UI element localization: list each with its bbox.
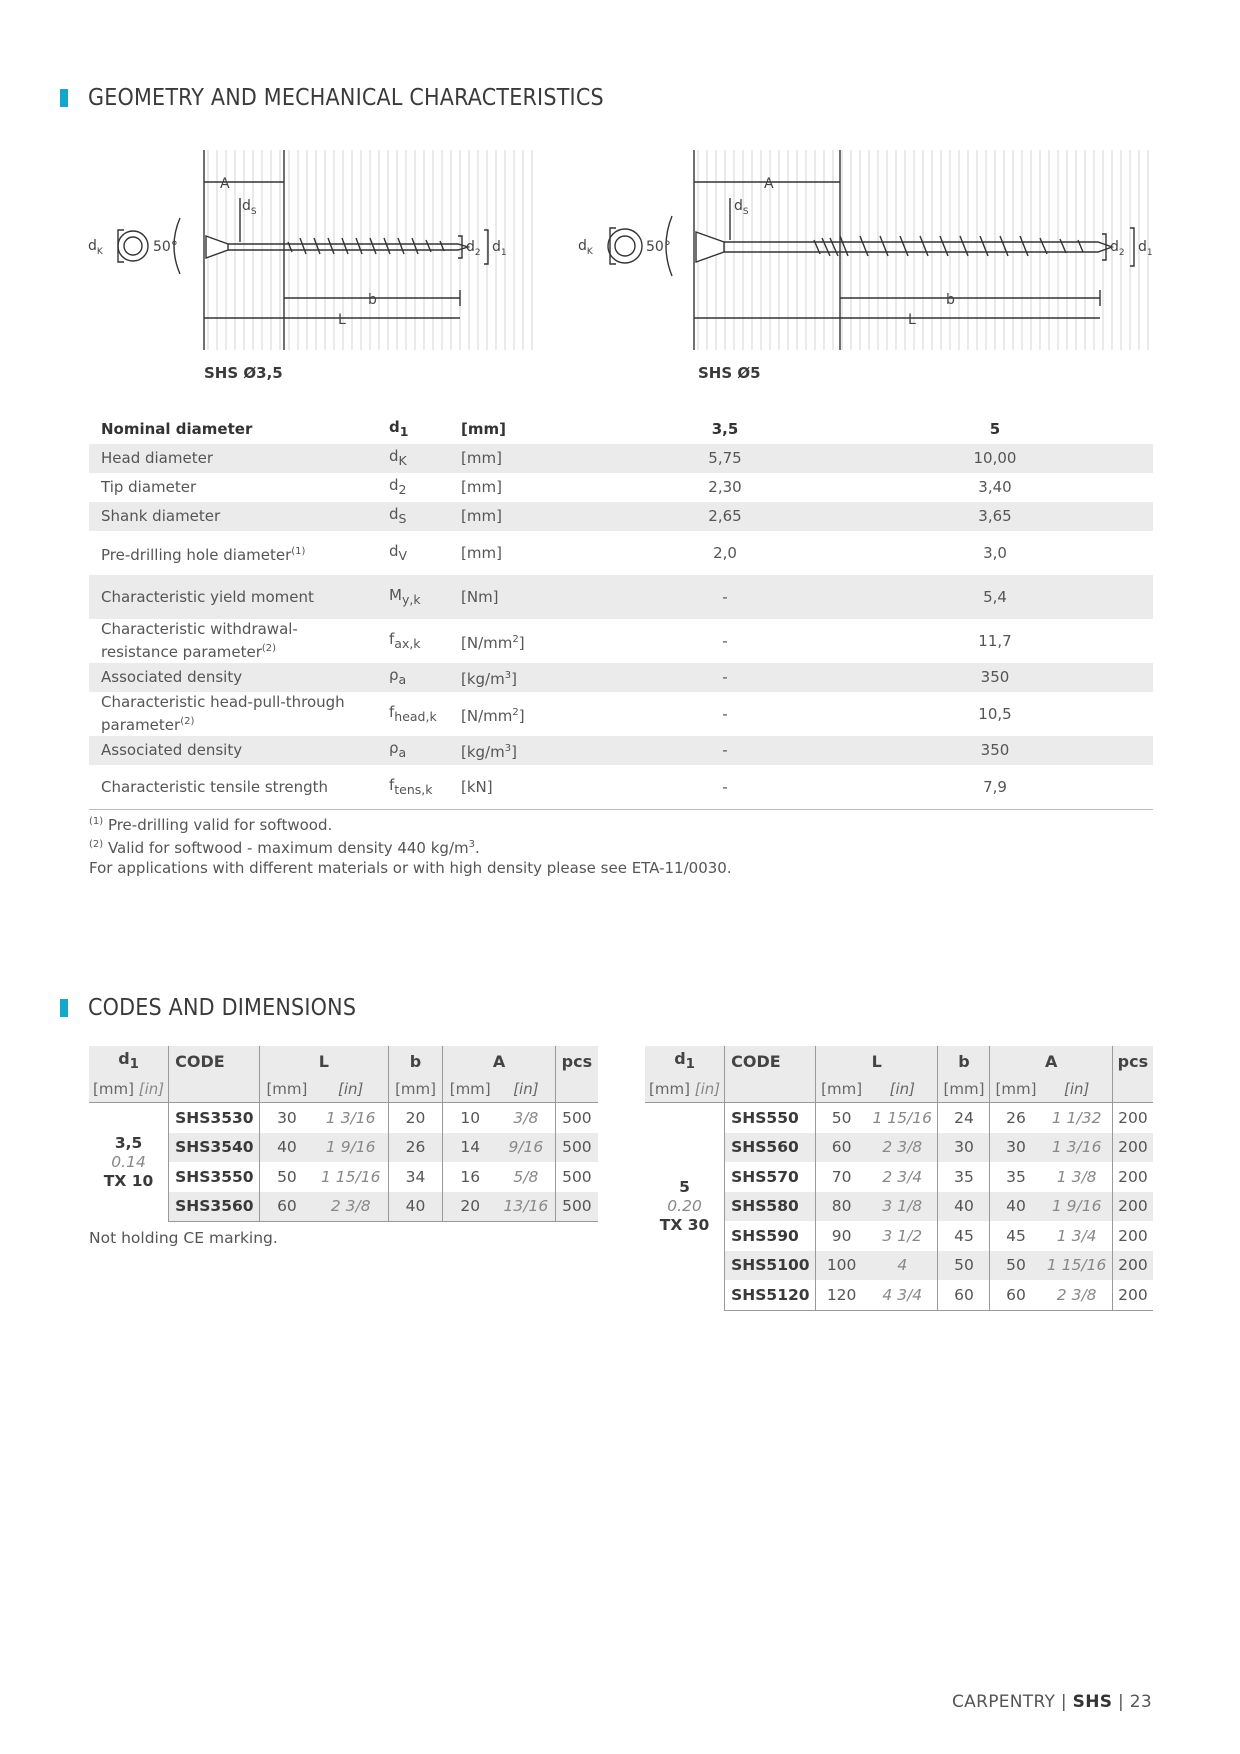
fastening-thickness-in: 3/8 xyxy=(497,1103,555,1133)
diameter-mm: 5 xyxy=(679,1178,690,1196)
thread-length-mm: 26 xyxy=(388,1133,443,1163)
col-A: A xyxy=(990,1046,1112,1076)
product-code: SHS580 xyxy=(725,1192,816,1222)
product-code: SHS560 xyxy=(725,1133,816,1163)
screw-drawing-svg xyxy=(578,150,1158,360)
row-value-5: 3,40 xyxy=(978,478,1012,496)
row-unit: [mm] xyxy=(461,478,502,496)
table-row xyxy=(645,1103,1153,1133)
col-L: L xyxy=(816,1046,938,1076)
unit-A-in: [in] xyxy=(497,1076,555,1103)
row-name: Associated density xyxy=(89,663,377,692)
col-pcs: pcs xyxy=(555,1046,598,1076)
row-symbol: $\rho_a$ xyxy=(377,663,449,692)
section-marker xyxy=(60,999,68,1017)
unit-pcs xyxy=(1112,1076,1153,1103)
unit-b-mm: [mm] xyxy=(938,1076,990,1103)
length-in: 4 xyxy=(867,1251,938,1281)
pieces: 200 xyxy=(1112,1280,1153,1310)
row-symbol: $d_2$ xyxy=(389,476,407,497)
fastening-thickness-in: 1 3/16 xyxy=(1042,1133,1113,1163)
pieces: 200 xyxy=(1112,1133,1153,1163)
row-value-3-5: - xyxy=(722,631,728,650)
fastening-thickness-in: 1 9/16 xyxy=(1042,1192,1113,1222)
screw-drawing-svg xyxy=(88,150,548,360)
col-b: b xyxy=(388,1046,443,1076)
footer-separator: | xyxy=(1060,1692,1067,1712)
footnote-2: $^{(2)}$ Valid for softwood - maximum density 440 $kg/m^3$. xyxy=(89,839,480,857)
row-unit: [mm] xyxy=(449,502,613,531)
section-title-geometry xyxy=(60,85,604,111)
product-code: SHS3550 xyxy=(169,1162,260,1192)
unit-A-mm: [mm] xyxy=(990,1076,1042,1103)
row-unit: [kN] xyxy=(449,765,613,810)
thread-length-mm: 24 xyxy=(938,1103,990,1133)
fastening-thickness-mm: 26 xyxy=(1006,1108,1026,1127)
row-unit: $[kg/m^3]$ xyxy=(449,736,613,765)
table-row xyxy=(89,502,1153,531)
unit-A-mm: [mm] xyxy=(443,1076,497,1103)
diameter-mm: 3,5 xyxy=(114,1133,143,1152)
col-d1: $d_1$ xyxy=(645,1046,725,1076)
row-name: Characteristic head-pull-through parameter$^{(2)}$ xyxy=(101,693,345,734)
length-mm: 80 xyxy=(816,1192,868,1222)
footnotes xyxy=(89,812,732,878)
length-mm: 40 xyxy=(260,1133,314,1163)
row-value-5: 7,9 xyxy=(837,765,1153,810)
fastening-thickness-mm: 45 xyxy=(1006,1226,1026,1245)
page-number: 23 xyxy=(1129,1692,1152,1712)
pieces: 200 xyxy=(1112,1251,1153,1281)
characteristics-table xyxy=(89,414,1153,810)
row-symbol: $d_K$ xyxy=(377,444,449,473)
dim-label-A: A xyxy=(764,176,774,192)
dim-label-d2: $d_2$ xyxy=(1110,239,1125,258)
row-name: Characteristic withdrawal-resistance parameter$^{(2)}$ xyxy=(101,620,298,661)
row-name: Head diameter xyxy=(89,444,377,473)
row-symbol: $f_{head,k}$ xyxy=(389,702,437,724)
unit-L-mm: [mm] xyxy=(260,1076,314,1103)
product-code: SHS590 xyxy=(725,1221,816,1251)
section-title-text: GEOMETRY AND MECHANICAL CHARACTERISTICS xyxy=(88,85,604,111)
length-in: 3 1/2 xyxy=(867,1221,938,1251)
footnote-3: For applications with different materials or with high density please see ETA-11/0030. xyxy=(89,859,732,877)
row-unit: [mm] xyxy=(449,444,613,473)
fastening-thickness-mm: 60 xyxy=(990,1280,1042,1310)
length-mm: 60 xyxy=(816,1133,868,1163)
unit-d1: [mm] [in] xyxy=(645,1076,725,1103)
dim-label-d1: $d_1$ xyxy=(492,239,507,258)
col-code: CODE xyxy=(169,1046,260,1076)
table-row xyxy=(89,765,1153,810)
row-value-5: 11,7 xyxy=(978,631,1012,650)
thread-length-mm: 20 xyxy=(388,1103,443,1133)
table-row xyxy=(89,575,1153,619)
diameter-cell xyxy=(89,1103,169,1222)
codes-header-row xyxy=(645,1046,1153,1076)
unit-L-mm: [mm] xyxy=(816,1076,868,1103)
dim-label-b: b xyxy=(946,292,955,308)
row-unit: $[kg/m^3]$ xyxy=(449,663,613,692)
drawing-label-3-5: SHS Ø3,5 xyxy=(204,364,283,382)
codes-table-3-5 xyxy=(89,1046,598,1222)
fastening-thickness-in: 1 3/4 xyxy=(1042,1221,1113,1251)
footer-product: SHS xyxy=(1072,1692,1113,1712)
product-code: SHS5100 xyxy=(725,1251,816,1281)
fastening-thickness-in: 1 1/32 xyxy=(1042,1103,1113,1133)
row-value-5: 350 xyxy=(837,663,1153,692)
thread-length-mm: 45 xyxy=(938,1221,990,1251)
row-value-3-5: 2,30 xyxy=(708,478,742,496)
section-title-text: CODES AND DIMENSIONS xyxy=(88,995,357,1021)
length-in: 1 3/16 xyxy=(314,1103,388,1133)
diameter-cell xyxy=(645,1103,725,1311)
col-L: L xyxy=(260,1046,389,1076)
unit-L-in: [in] xyxy=(867,1076,938,1103)
thread-length-mm: 60 xyxy=(938,1280,990,1310)
row-name: Associated density xyxy=(89,736,377,765)
table-row xyxy=(89,473,1153,502)
row-symbol: $f_{ax,k}$ xyxy=(389,629,421,651)
row-value-5: 350 xyxy=(837,736,1153,765)
drive-type: TX 30 xyxy=(659,1216,710,1234)
screw-drawing-5 xyxy=(578,150,1158,360)
row-value-5: 3,0 xyxy=(983,543,1007,562)
col-b: b xyxy=(938,1046,990,1076)
length-in: 1 15/16 xyxy=(314,1162,388,1192)
row-symbol: $f_{tens,k}$ xyxy=(377,765,449,810)
row-value-3-5: - xyxy=(613,575,837,619)
dim-label-d1: $d_1$ xyxy=(1138,239,1153,258)
table-header-row xyxy=(89,414,1153,444)
fastening-thickness-in: 13/16 xyxy=(497,1192,555,1222)
table-row xyxy=(89,619,1153,663)
dim-label-L: L xyxy=(908,312,916,328)
product-code: SHS3530 xyxy=(169,1103,260,1133)
length-in: 2 3/8 xyxy=(314,1192,388,1222)
header-symbol: $d_1$ xyxy=(389,417,409,439)
row-name: Shank diameter xyxy=(89,502,377,531)
row-value-3-5: - xyxy=(613,765,837,810)
fastening-thickness-in: 1 3/8 xyxy=(1042,1162,1113,1192)
col-d1: $d_1$ xyxy=(89,1046,169,1076)
dim-label-d2: $d_2$ xyxy=(466,239,481,258)
length-mm: 120 xyxy=(816,1280,868,1310)
product-code: SHS550 xyxy=(725,1103,816,1133)
section-title-codes xyxy=(60,995,356,1021)
row-unit: [mm] xyxy=(461,543,502,562)
fastening-thickness-mm: 40 xyxy=(990,1192,1042,1222)
codes-unit-row xyxy=(89,1076,598,1103)
table-row xyxy=(89,444,1153,473)
table-row xyxy=(89,1103,598,1133)
drive-type: TX 10 xyxy=(103,1171,154,1190)
row-value-3-5: - xyxy=(722,704,728,723)
page-footer xyxy=(952,1692,1152,1712)
row-unit: $[N/mm^2]$ xyxy=(461,633,525,652)
length-in: 4 3/4 xyxy=(867,1280,938,1310)
footer-separator: | xyxy=(1118,1692,1125,1712)
row-value-5: 10,5 xyxy=(978,704,1012,723)
length-in: 1 9/16 xyxy=(314,1133,388,1163)
row-value-3-5: 2,0 xyxy=(713,543,737,562)
col-pcs: pcs xyxy=(1112,1046,1153,1076)
thread-length-mm: 35 xyxy=(938,1162,990,1192)
product-code: SHS570 xyxy=(725,1162,816,1192)
dim-label-ds: $d_S$ xyxy=(734,198,749,217)
row-value-5: 3,65 xyxy=(837,502,1153,531)
row-name: Tip diameter xyxy=(101,478,197,496)
col-A: A xyxy=(443,1046,555,1076)
length-in: 2 3/4 xyxy=(867,1162,938,1192)
unit-code xyxy=(725,1076,816,1103)
dim-label-L: L xyxy=(338,312,346,328)
header-name: Nominal diameter xyxy=(101,419,253,438)
screw-drawing-3-5 xyxy=(88,150,548,360)
product-code: SHS5120 xyxy=(725,1280,816,1310)
fastening-thickness-mm: 14 xyxy=(443,1133,497,1163)
table-row xyxy=(89,663,1153,692)
length-mm: 70 xyxy=(831,1167,852,1186)
row-value-3-5: 2,65 xyxy=(613,502,837,531)
section-marker xyxy=(60,89,68,107)
fastening-thickness-mm: 10 xyxy=(460,1108,481,1127)
row-value-5: 10,00 xyxy=(837,444,1153,473)
pieces: 200 xyxy=(1118,1226,1148,1245)
pieces: 500 xyxy=(562,1167,592,1186)
diameter-in: 0.20 xyxy=(667,1197,702,1215)
row-value-3-5: - xyxy=(613,663,837,692)
table-row xyxy=(89,736,1153,765)
col-code: CODE xyxy=(725,1046,816,1076)
fastening-thickness-in: 5/8 xyxy=(497,1162,555,1192)
dim-label-ds: $d_S$ xyxy=(242,198,257,217)
row-value-5: 5,4 xyxy=(837,575,1153,619)
pieces: 500 xyxy=(562,1108,592,1127)
dim-label-dk: $d_K$ xyxy=(88,238,103,257)
drawing-label-5: SHS Ø5 xyxy=(698,364,761,382)
header-unit: [mm] xyxy=(461,419,506,438)
length-mm: 90 xyxy=(831,1226,852,1245)
length-mm: 30 xyxy=(277,1108,297,1127)
codes-unit-row xyxy=(645,1076,1153,1103)
row-symbol: $d_S$ xyxy=(377,502,449,531)
dim-label-angle: 50° xyxy=(646,239,671,255)
dim-label-dk: $d_K$ xyxy=(578,238,593,257)
pieces: 500 xyxy=(555,1133,598,1163)
unit-A-in: [in] xyxy=(1042,1076,1113,1103)
unit-pcs xyxy=(555,1076,598,1103)
codes-header-row xyxy=(89,1046,598,1076)
length-in: 1 15/16 xyxy=(867,1103,938,1133)
header-value-5: 5 xyxy=(989,419,1001,438)
ce-marking-note: Not holding CE marking. xyxy=(89,1229,278,1247)
unit-d1: [mm] [in] xyxy=(89,1076,169,1103)
fastening-thickness-in: 2 3/8 xyxy=(1042,1280,1113,1310)
table-row xyxy=(89,531,1153,575)
fastening-thickness-mm: 30 xyxy=(990,1133,1042,1163)
codes-table-5 xyxy=(645,1046,1153,1311)
header-value-3-5: 3,5 xyxy=(711,419,739,438)
fastening-thickness-mm: 20 xyxy=(443,1192,497,1222)
row-value-3-5: - xyxy=(613,736,837,765)
row-name: Pre-drilling hole diameter$^{(1)}$ xyxy=(101,545,306,564)
thread-length-mm: 30 xyxy=(938,1133,990,1163)
fastening-thickness-in: 1 15/16 xyxy=(1042,1251,1113,1281)
product-code: SHS3540 xyxy=(169,1133,260,1163)
row-symbol: $\rho_a$ xyxy=(377,736,449,765)
row-unit: $[N/mm^2]$ xyxy=(461,706,525,725)
pieces: 200 xyxy=(1112,1192,1153,1222)
thread-length-mm: 50 xyxy=(938,1251,990,1281)
table-row xyxy=(89,692,1153,736)
dim-label-angle: 50° xyxy=(153,239,178,255)
length-mm: 60 xyxy=(260,1192,314,1222)
fastening-thickness-in: 9/16 xyxy=(497,1133,555,1163)
unit-code xyxy=(169,1076,260,1103)
footer-section: CARPENTRY xyxy=(951,1692,1056,1712)
row-name: Characteristic yield moment xyxy=(89,575,377,619)
length-mm: 50 xyxy=(831,1108,852,1127)
length-mm: 100 xyxy=(816,1251,868,1281)
row-symbol: $d_V$ xyxy=(389,541,408,563)
fastening-thickness-mm: 16 xyxy=(460,1167,481,1186)
pieces: 500 xyxy=(555,1192,598,1222)
fastening-thickness-mm: 50 xyxy=(990,1251,1042,1281)
unit-b-mm: [mm] xyxy=(388,1076,443,1103)
length-in: 2 3/8 xyxy=(867,1133,938,1163)
thread-length-mm: 40 xyxy=(388,1192,443,1222)
row-unit: [Nm] xyxy=(449,575,613,619)
pieces: 200 xyxy=(1118,1108,1148,1127)
footnote-1: $^{(1)}$ Pre-drilling valid for softwood. xyxy=(89,816,333,834)
product-code: SHS3560 xyxy=(169,1192,260,1222)
length-in: 3 1/8 xyxy=(867,1192,938,1222)
row-value-3-5: 5,75 xyxy=(613,444,837,473)
diameter-in: 0.14 xyxy=(111,1152,146,1171)
length-mm: 50 xyxy=(277,1167,297,1186)
row-symbol: $M_{y,k}$ xyxy=(377,575,449,619)
dim-label-A: A xyxy=(220,176,230,192)
thread-length-mm: 34 xyxy=(388,1162,443,1192)
fastening-thickness-mm: 35 xyxy=(1006,1167,1026,1186)
dim-label-b: b xyxy=(368,292,377,308)
thread-length-mm: 40 xyxy=(938,1192,990,1222)
unit-L-in: [in] xyxy=(314,1076,388,1103)
row-name: Characteristic tensile strength xyxy=(89,765,377,810)
pieces: 200 xyxy=(1118,1167,1148,1186)
